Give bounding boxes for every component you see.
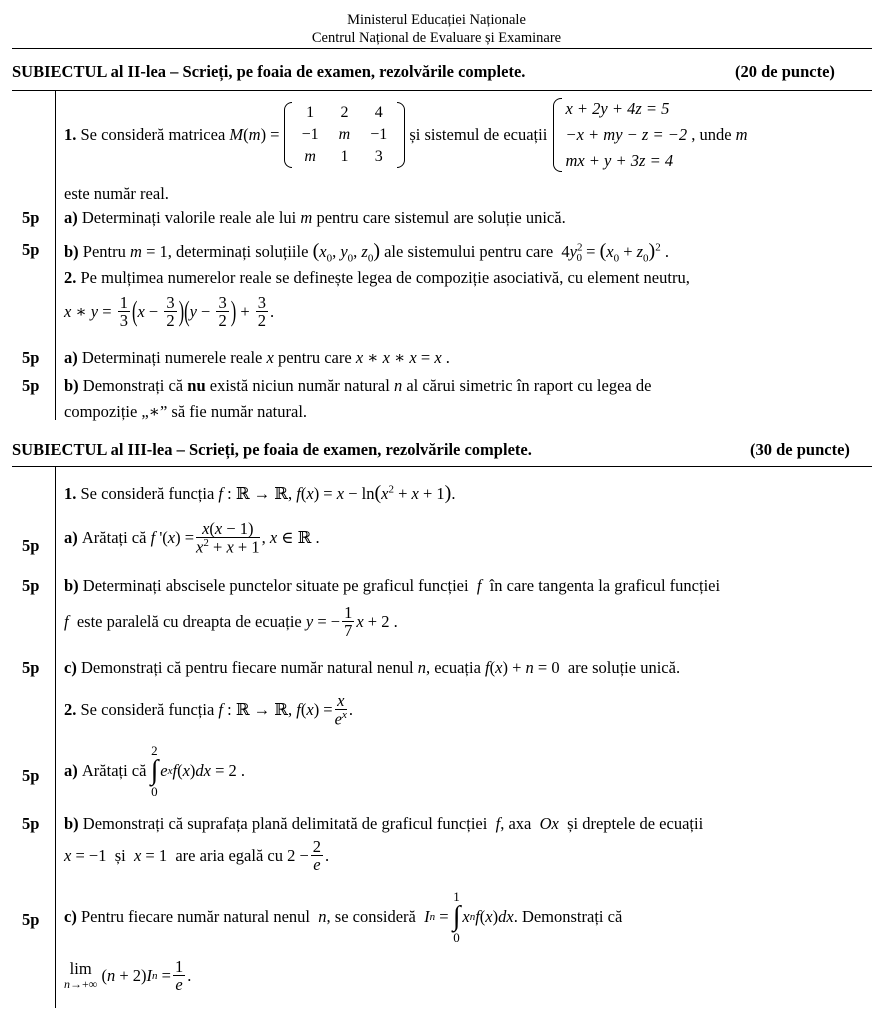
s2-p1-mid: și sistemul de ecuații [409,125,548,144]
s3-b: b) Determinați abscisele punctelor situate pe graficul funcției f în care tangenta la graficul funcției [64,576,721,595]
s3-e-cont: x = −1 și x = 1 are aria egală cu 2 − $\frac{2}{e}$ . [64,837,330,875]
s3-e-points: 5p [22,814,40,833]
subject-2-margin-line [55,90,56,420]
subject-3-title: SUBIECTUL al III-lea – Scrieți, pe foaia de examen, rezolvările complete. [12,440,532,459]
s3-b-cont: f este paralelă cu dreapta de ecuație y = − $\frac{1}{7}$ x + 2 . [64,603,398,641]
s2-problem-1: 1. Se consideră matricea M(m) = 1 2 4 −1 m −1 m 1 3 și sistemul de ecuații x + 2y + 4z = 5 −x + my − z = −2 mx + y + 3z = 4 , unde m [64,96,748,174]
subject-3-rule [12,466,872,467]
s3-d-points: 5p [22,766,40,785]
s2-problem-2: 2. Pe mulțimea numerelor reale se definește legea de compoziție asociativă, cu element neutru, [64,268,690,287]
equation-system: x + 2y + 4z = 5 −x + my − z = −2 mx + y + 3z = 4 [551,96,687,174]
s2-a: a) Determinați valorile reale ale lui m pentru care sistemul are soluție unică. [64,208,566,227]
ministry-name: Ministerul Educației Naționale [347,12,526,28]
s2-law-formula: x ∗ y = $\frac{1}{3}$ ( x − $\frac{3}{2}$ ) ( y − $\frac{3}{2}$ ) + $\frac{3}{2}$ . [64,293,275,331]
s2-d-points: 5p [22,376,40,395]
header-rule [12,48,872,49]
s2-p1-label: 1. [64,125,77,144]
s2-d-cont: compoziție „∗” să fie număr natural. [64,402,308,421]
s2-b-points: 5p [22,240,40,259]
s2-a-points: 5p [22,208,40,227]
center-name: Centrul Național de Evaluare și Examinare [311,30,562,46]
s3-c: c) Demonstrați că pentru fiecare număr natural nenul n, ecuația f(x) + n = 0 are soluție unică. [64,658,681,677]
s3-d: a) Arătați că 2 ∫ 0 e x f ( x ) dx = 2 . [64,743,246,799]
s3-f: c) Pentru fiecare număr natural nenul n , se consideră I n = 1 ∫ 0 x n f ( x ) dx . Demonstrați că [64,889,623,945]
s2-c-points: 5p [22,348,40,367]
s3-f-limit: lim n→+∞ ( n + 2) I n = $\frac{1}{e}$ . [64,957,192,995]
s3-a: a) Arătați că f '( x ) = $\frac{x(x - 1)}{x^2 + x + 1}$ , x ∈ ℝ . [64,519,320,557]
subject-3-points: (30 de puncte) [750,440,850,459]
subject-3-margin-line [55,466,56,1008]
s2-d: b) Demonstrați că nu există niciun număr natural n al cărui simetric în raport cu legea de [64,376,652,395]
s2-p1-text: Se consideră matricea [80,125,226,144]
matrix-m: 1 2 4 −1 m −1 m 1 3 [284,102,406,168]
s2-c: a) Determinați numerele reale x pentru care x ∗ x ∗ x = x . [64,348,450,367]
s3-a-points: 5p [22,536,40,555]
s2-b: b) Pentru m = 1, determinați soluțiile ($x_0$, $y_0$, $z_0$) ale sistemului pentru care $4y^2_0 = (x_0 + z_0)^2$ . [64,240,669,265]
s3-problem-1: 1. Se consideră funcția f : ℝ → ℝ, $f(x) = x - \ln(x^2 + x + 1)$. [64,482,456,504]
s3-problem-2: 2. Se consideră funcția f : ℝ → ℝ, f ( x ) = $\frac{x}{e^x}$ . [64,691,353,729]
s3-e: b) Demonstrați că suprafața plană delimitată de graficul funcției f, axa Ox și dreptele de ecuații [64,814,704,833]
subject-2-rule [12,90,872,91]
subject-2-title: SUBIECTUL al II-lea – Scrieți, pe foaia de examen, rezolvările complete. [12,62,526,81]
s3-b-points: 5p [22,576,40,595]
s3-c-points: 5p [22,658,40,677]
s2-p1-cont: este număr real. [64,184,169,203]
s3-f-points: 5p [22,910,40,929]
subject-2-points: (20 de puncte) [735,62,835,81]
s2-p1-end: , unde [691,125,732,144]
